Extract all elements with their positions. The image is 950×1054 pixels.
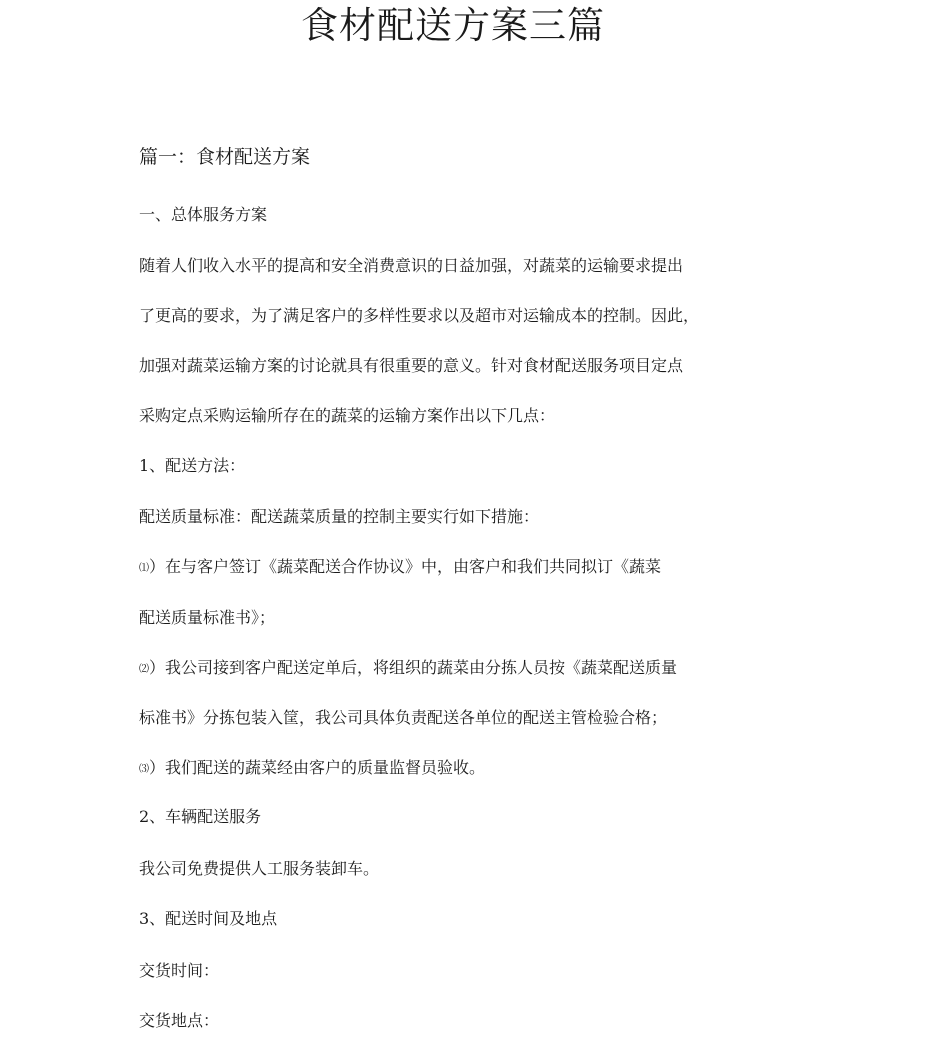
measure-item — [139, 655, 677, 683]
delivery-place-label: 交货地点： — [139, 1011, 220, 1030]
measure-number: ⑶ — [139, 764, 149, 775]
measure-continuation: 标准书》分拣包装入筐，我公司具体负责配送各单位的配送主管检验合格； — [139, 708, 668, 727]
measure-text: ）在与客户签订《蔬菜配送合作协议》中，由客户和我们共同拟订《蔬菜 — [149, 557, 662, 576]
document-title: 食材配送方案三篇 — [301, 4, 605, 47]
item-heading: 3、配送时间及地点 — [139, 909, 278, 928]
measure-text: ）我们配送的蔬菜经由客户的质量监督员验收。 — [149, 758, 486, 777]
intro-line: 随着人们收入水平的提高和安全消费意识的日益加强，对蔬菜的运输要求提出 — [139, 256, 684, 275]
intro-line: 采购定点采购运输所存在的蔬菜的运输方案作出以下几点： — [139, 406, 556, 425]
part-heading: 篇一：食材配送方案 — [139, 146, 311, 168]
delivery-time-label: 交货时间： — [139, 961, 220, 980]
quality-intro: 配送质量标准：配送蔬菜质量的控制主要实行如下措施： — [139, 507, 540, 526]
intro-line: 了更高的要求，为了满足客户的多样性要求以及超市对运输成本的控制。因此， — [139, 306, 700, 325]
measure-number: ⑵ — [139, 664, 149, 675]
item-text: 我公司免费提供人工服务装卸车。 — [139, 859, 380, 878]
item-heading: 2、车辆配送服务 — [139, 807, 262, 826]
item-heading: 1、配送方法： — [139, 456, 246, 475]
measure-item — [139, 554, 661, 582]
measure-continuation: 配送质量标准书》； — [139, 608, 276, 627]
intro-line: 加强对蔬菜运输方案的讨论就具有很重要的意义。针对食材配送服务项目定点 — [139, 356, 684, 375]
section-heading: 一、总体服务方案 — [139, 205, 268, 224]
measure-text: ）我公司接到客户配送定单后，将组织的蔬菜由分拣人员按《蔬菜配送质量 — [149, 658, 678, 677]
measure-number: ⑴ — [139, 563, 149, 574]
measure-item — [139, 755, 485, 783]
